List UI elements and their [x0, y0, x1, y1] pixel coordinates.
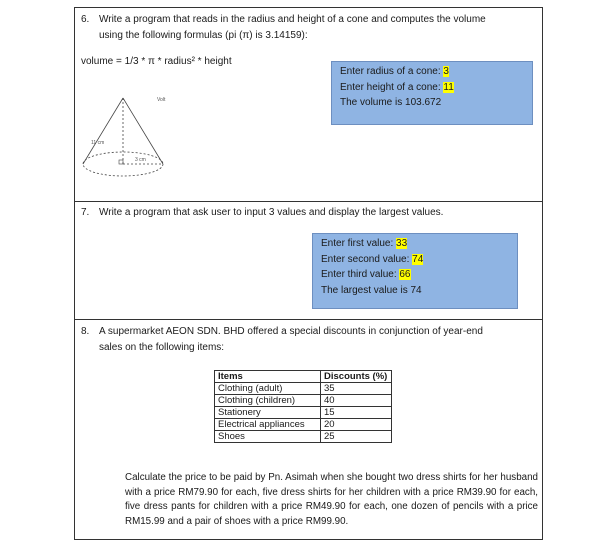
q6-out-line3: The volume is 103.672: [340, 97, 442, 108]
q7-output-box: [312, 233, 518, 309]
cone-height-label: 11 cm: [91, 140, 105, 146]
q7-out-line3: Enter third value:: [321, 269, 400, 280]
discount-table: [214, 370, 392, 443]
table-cell-item: Electrical appliances: [215, 419, 321, 431]
table-cell-discount: 35: [321, 383, 392, 395]
q6-output-box: [331, 61, 533, 125]
cone-figure: [75, 88, 185, 198]
q6-out-input1: 3: [443, 66, 449, 77]
table-row: [215, 383, 392, 395]
q6-text: [81, 12, 486, 44]
table-row: [215, 431, 392, 443]
q7-out-line1: Enter first value:: [321, 238, 397, 249]
table-header-row: [215, 371, 392, 383]
q6-out-line1: Enter radius of a cone:: [340, 66, 444, 77]
q8-paragraph: Calculate the price to be paid by Pn. Asimah when she bought two dress shirts for her husband with a price RM79.90 for each, five dress shirts for her children with a price RM39.90 for each, five dress pants for children with a price RM49.90 for each, one dozen of pencils with a price RM15.99 and a pair of shoes with a price RM99.90.: [125, 472, 538, 527]
table-cell-item: Stationery: [215, 407, 321, 419]
q7-out-line2: Enter second value:: [321, 253, 413, 265]
table-row: [215, 395, 392, 407]
table-cell-discount: 15: [321, 407, 392, 419]
q8-line2: sales on the following items:: [99, 342, 225, 353]
table-cell-discount: 25: [321, 431, 392, 443]
q8-text: [81, 324, 483, 356]
table-cell-item: Clothing (children): [215, 395, 321, 407]
q8-number: 8.: [81, 326, 90, 337]
q6-out-input2: 11: [443, 81, 454, 93]
cone-right-edge: [123, 98, 163, 164]
table-header-discounts: Discounts (%): [321, 371, 392, 383]
table-cell-item: Clothing (adult): [215, 383, 321, 395]
q6-number: 6.: [81, 14, 90, 25]
q7-out-input3: 66: [399, 269, 411, 280]
table-cell-discount: 20: [321, 419, 392, 431]
table-header-items: Items: [215, 371, 321, 383]
q7-out-input1: 33: [396, 238, 408, 249]
q6-formula: volume = 1/3 * π * radius² * height: [81, 56, 232, 67]
divider-q6-q7: [75, 201, 542, 202]
q7-out-line4: The largest value is 74: [321, 284, 422, 296]
q7-line: Write a program that ask user to input 3 values and display the largest values.: [99, 207, 444, 218]
cone-radius-label: 3 cm: [135, 157, 146, 163]
table-cell-discount: 40: [321, 395, 392, 407]
table-cell-item: Shoes: [215, 431, 321, 443]
q6-out-line2: Enter height of a cone:: [340, 81, 444, 93]
q7-out-input2: 74: [412, 253, 424, 265]
cone-top-label: Volt: [157, 97, 166, 103]
divider-q7-q8: [75, 319, 542, 320]
question-sheet: [74, 7, 543, 540]
q7-number: 7.: [81, 207, 90, 218]
cone-left-edge: [83, 98, 123, 164]
table-row: [215, 407, 392, 419]
q6-line1: Write a program that reads in the radius and height of a cone and computes the volume: [99, 14, 486, 25]
q8-line1: A supermarket AEON SDN. BHD offered a special discounts in conjunction of year-end: [99, 326, 483, 337]
q7-text: [81, 205, 443, 221]
q6-line2: using the following formulas (pi (π) is 3.14159):: [99, 30, 308, 41]
table-row: [215, 419, 392, 431]
right-angle-marker: [119, 160, 123, 164]
